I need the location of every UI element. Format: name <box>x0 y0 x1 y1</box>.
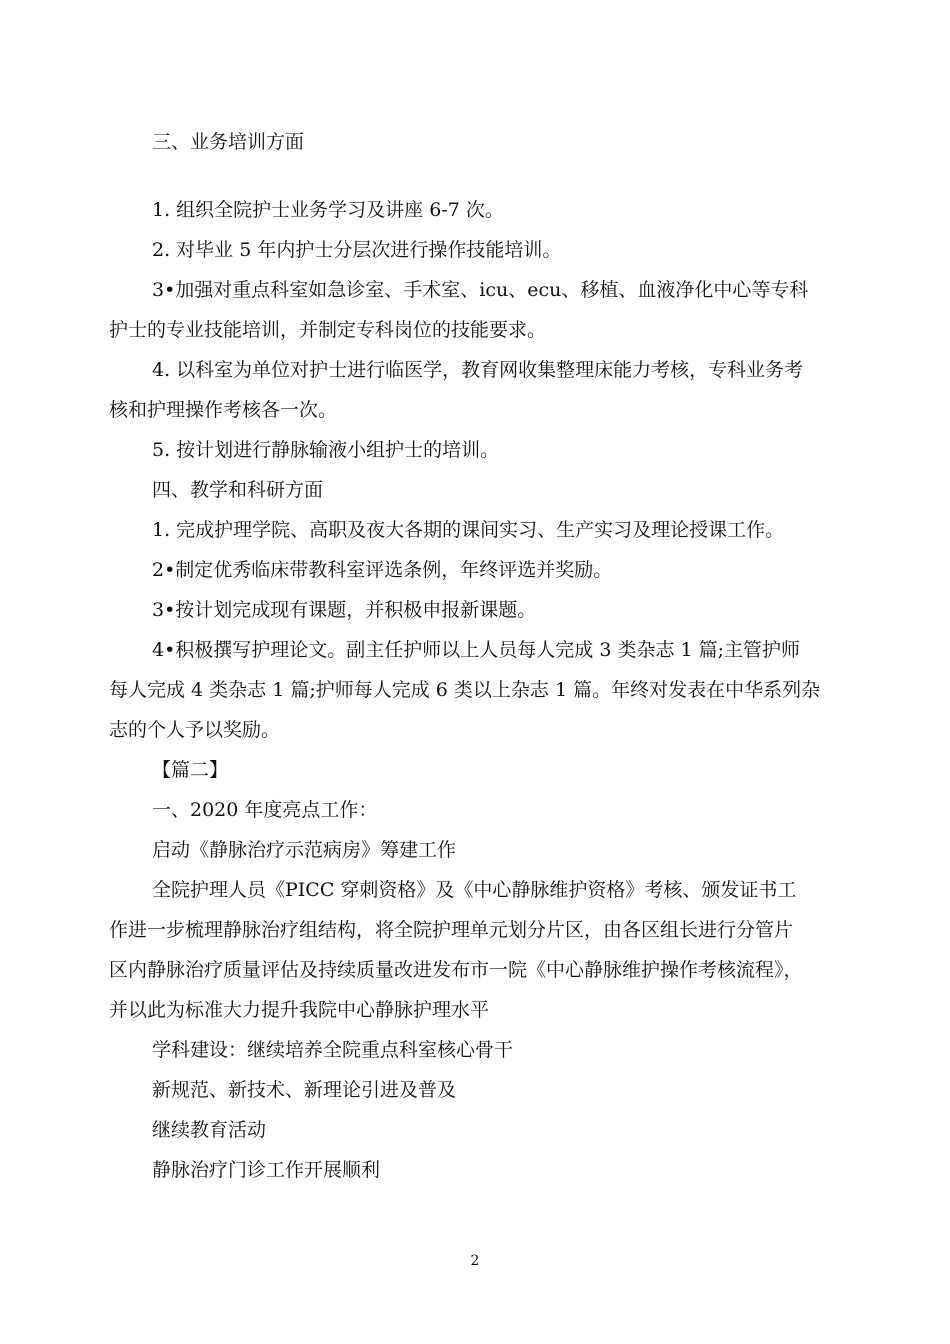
paragraph-line: 新规范、新技术、新理论引进及普及 <box>152 1079 457 1101</box>
section-heading-training: 三、业务培训方面 <box>152 131 305 153</box>
section-heading-teaching: 四、教学和科研方面 <box>152 479 324 501</box>
paragraph-line: 全院护理人员《PICC 穿刺资格》及《中心静脉维护资格》考核、颁发证书工 <box>152 879 797 901</box>
paragraph-line: 2. 对毕业 5 年内护士分层次进行操作技能培训。 <box>152 239 562 261</box>
paragraph-line: 4•积极撰写护理论文。副主任护师以上人员每人完成 3 类杂志 1 篇;主管护师 <box>152 639 801 661</box>
paragraph-line: 1. 组织全院护士业务学习及讲座 6-7 次。 <box>152 199 504 221</box>
paragraph-line: 护士的专业技能培训，并制定专科岗位的技能要求。 <box>109 319 547 341</box>
paragraph-line: 启动《静脉治疗示范病房》筹建工作 <box>152 839 457 861</box>
part-heading: 【篇二】 <box>152 759 229 781</box>
paragraph-line: 1. 完成护理学院、高职及夜大各期的课间实习、生产实习及理论授课工作。 <box>152 519 785 541</box>
paragraph-line: 核和护理操作考核各一次。 <box>109 399 338 421</box>
paragraph-line: 志的个人予以奖励。 <box>109 719 281 741</box>
paragraph-line: 5. 按计划进行静脉输液小组护士的培训。 <box>152 439 500 461</box>
paragraph-line: 区内静脉治疗质量评估及持续质量改进发布市一院《中心静脉维护操作考核流程》， <box>109 959 803 981</box>
paragraph-line: 2•制定优秀临床带教科室评选条例，年终评选并奖励。 <box>152 559 613 581</box>
paragraph-line: 并以此为标准大力提升我院中心静脉护理水平 <box>109 999 490 1021</box>
page-number: 2 <box>470 1253 480 1269</box>
paragraph-line: 作进一步梳理静脉治疗组结构，将全院护理单元划分片区，由各区组长进行分管片 <box>109 919 794 941</box>
paragraph-line: 4. 以科室为单位对护士进行临医学，教育网收集整理床能力考核，专科业务考 <box>152 359 804 381</box>
section-heading-highlights: 一、2020 年度亮点工作： <box>152 799 378 821</box>
paragraph-line: 继续教育活动 <box>152 1119 267 1141</box>
paragraph-line: 3•加强对重点科室如急诊室、手术室、icu、ecu、移植、血液净化中心等专科 <box>152 279 809 301</box>
paragraph-line: 每人完成 4 类杂志 1 篇;护师每人完成 6 类以上杂志 1 篇。年终对发表在中华系列杂 <box>109 679 821 701</box>
paragraph-line: 3•按计划完成现有课题，并积极申报新课题。 <box>152 599 537 621</box>
paragraph-line: 学科建设：继续培养全院重点科室核心骨干 <box>152 1039 514 1061</box>
paragraph-line: 静脉治疗门诊工作开展顺利 <box>152 1159 381 1181</box>
